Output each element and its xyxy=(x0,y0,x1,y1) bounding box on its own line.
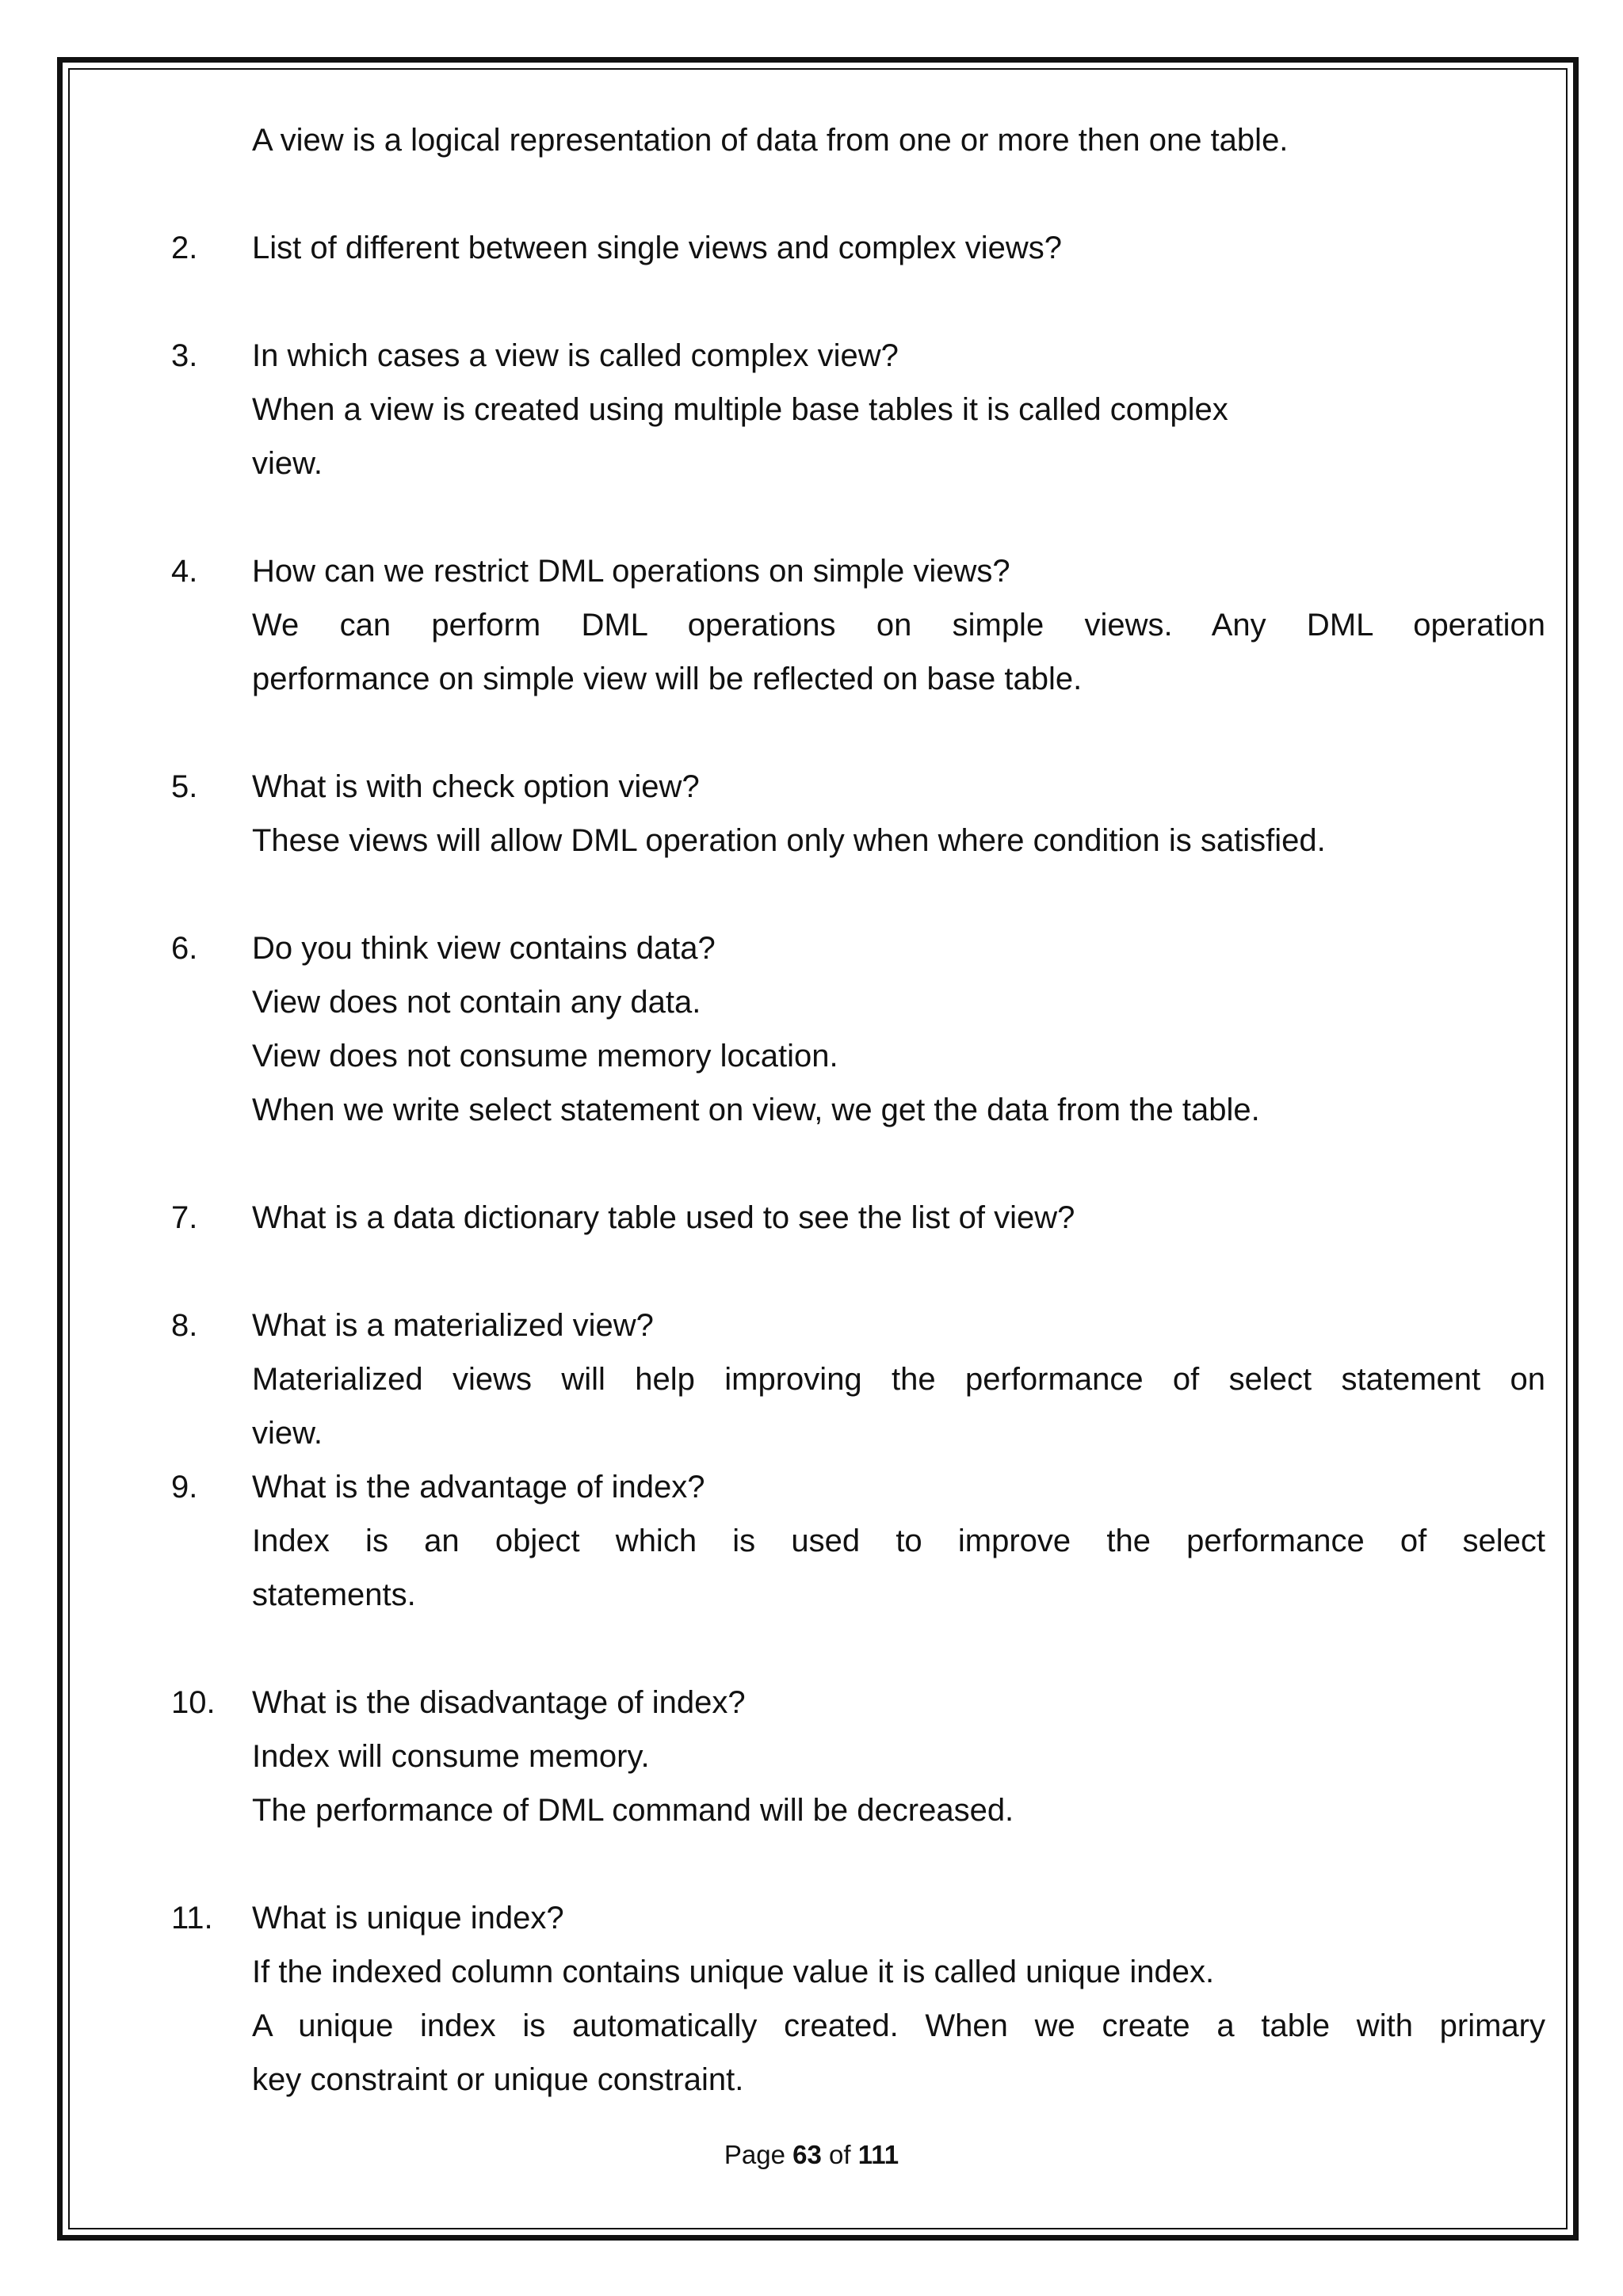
answer-text: These views will allow DML operation only when where condition is satisfied. xyxy=(252,823,1326,858)
answer-text: View does not contain any data. xyxy=(252,985,701,1020)
item-number: 9. xyxy=(171,1470,198,1505)
intro-text: A view is a logical representation of data from one or more then one table. xyxy=(252,123,1289,158)
answer-text: Index will consume memory. xyxy=(252,1739,650,1774)
question-text: What is the advantage of index? xyxy=(252,1470,705,1505)
question-text: List of different between single views and complex views? xyxy=(252,231,1063,265)
item-number: 8. xyxy=(171,1308,198,1343)
page-label: Page xyxy=(724,2140,785,2169)
question-text: What is the disadvantage of index? xyxy=(252,1685,746,1720)
item-number: 2. xyxy=(171,231,198,265)
page-total: 111 xyxy=(857,2140,899,2169)
question-text: What is a materialized view? xyxy=(252,1308,654,1343)
item-number: 6. xyxy=(171,931,198,966)
answer-text: Index is an object which is used to improve the performance of select xyxy=(252,1524,1545,1558)
page-current: 63 xyxy=(792,2140,822,2169)
item-number: 7. xyxy=(171,1200,198,1235)
qa-item-3 xyxy=(171,329,1545,490)
answer-text: Materialized views will help improving the performance of select statement on xyxy=(252,1362,1545,1397)
qa-item-8 xyxy=(171,1299,1545,1460)
answer-text: The performance of DML command will be decreased. xyxy=(252,1793,1014,1828)
page-of: of xyxy=(829,2140,851,2169)
qa-item-2 xyxy=(171,221,1545,275)
answer-text: view. xyxy=(252,446,323,481)
answer-text: A unique index is automatically created. When we create a table with primary xyxy=(252,2008,1545,2043)
qa-item-6 xyxy=(171,921,1545,1137)
question-text: In which cases a view is called complex view? xyxy=(252,338,899,373)
answer-text: view. xyxy=(252,1416,323,1451)
question-text: What is unique index? xyxy=(252,1901,564,1936)
item-number: 5. xyxy=(171,769,198,804)
answer-text: When a view is created using multiple base tables it is called complex xyxy=(252,392,1228,427)
question-text: How can we restrict DML operations on simple views? xyxy=(252,554,1010,589)
item-number: 10. xyxy=(171,1685,216,1720)
answer-text: performance on simple view will be reflected on base table. xyxy=(252,662,1083,696)
page-footer xyxy=(0,2139,1623,2171)
qa-item-10 xyxy=(171,1676,1545,1837)
item-number: 4. xyxy=(171,554,198,589)
answer-text: key constraint or unique constraint. xyxy=(252,2062,744,2097)
qa-item-4 xyxy=(171,544,1545,706)
qa-item-11 xyxy=(171,1891,1545,2107)
qa-item-7 xyxy=(171,1191,1545,1245)
question-text: What is a data dictionary table used to see the list of view? xyxy=(252,1200,1075,1235)
item-number: 11. xyxy=(171,1901,213,1936)
answer-text: We can perform DML operations on simple views. Any DML operation xyxy=(252,608,1545,643)
qa-item-9 xyxy=(171,1460,1545,1622)
question-text: Do you think view contains data? xyxy=(252,931,716,966)
answer-text: View does not consume memory location. xyxy=(252,1039,838,1074)
item-number: 3. xyxy=(171,338,198,373)
document-body xyxy=(171,113,1545,2107)
question-text: What is with check option view? xyxy=(252,769,700,804)
answer-text: When we write select statement on view, we get the data from the table. xyxy=(252,1093,1260,1127)
answer-text: statements. xyxy=(252,1577,416,1612)
qa-item-5 xyxy=(171,760,1545,868)
answer-text: If the indexed column contains unique value it is called unique index. xyxy=(252,1955,1215,1989)
